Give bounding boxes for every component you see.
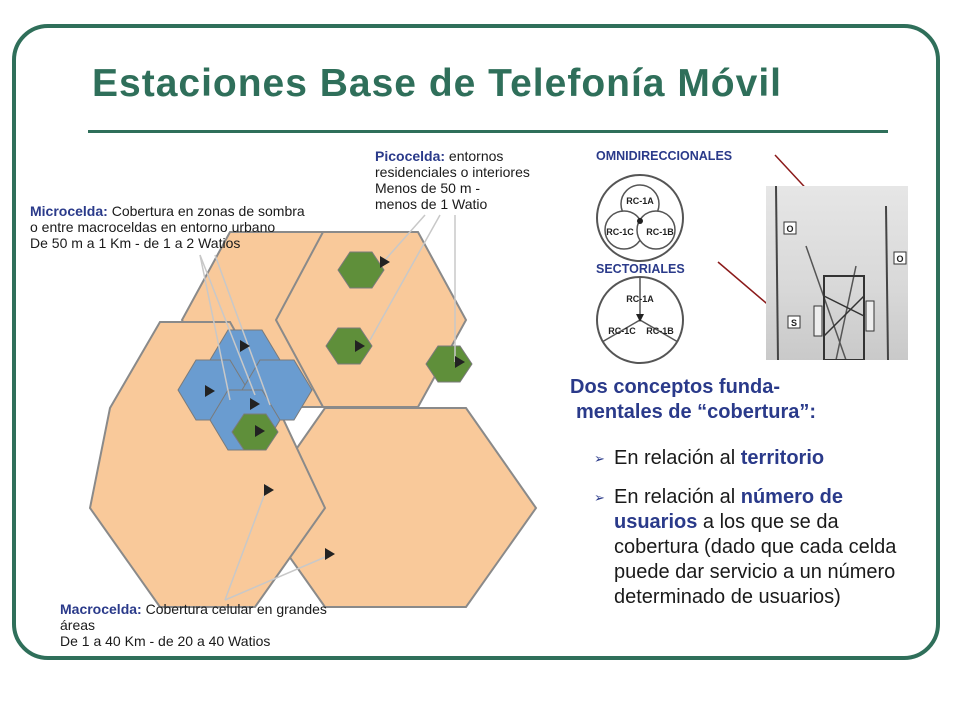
concept-bullet-territory bbox=[592, 446, 912, 471]
omni-cell-label-a: RC-1A bbox=[626, 196, 654, 206]
macro-line-3: De 1 a 40 Km - de 20 a 40 Watios bbox=[60, 633, 271, 649]
photo-mark-o-1: O bbox=[786, 224, 794, 234]
pico-term: Picocelda: bbox=[375, 148, 446, 164]
macro-line-2: áreas bbox=[60, 617, 96, 633]
pico-line-1: entornos bbox=[448, 148, 504, 164]
photo-mark-s: S bbox=[790, 318, 798, 328]
micro-line-2: o entre macroceldas en entorno urbano bbox=[30, 219, 276, 235]
sector-antenna-diagram bbox=[597, 277, 683, 363]
antenna-tower-drawing bbox=[766, 186, 908, 360]
bullet2-rest: a los que se da cobertura (dado que cada celda puede dar servicio a un número determinado de usuarios) bbox=[614, 511, 897, 608]
sector-cell-label-a: RC-1A bbox=[626, 294, 654, 304]
bullet2-highlight-2: usuarios bbox=[614, 511, 698, 533]
concepts-heading-line-2: mentales de “cobertura”: bbox=[576, 401, 817, 423]
sector-label: SECTORIALES bbox=[596, 262, 685, 276]
macro-line-1: Cobertura celular en grandes bbox=[145, 601, 327, 617]
micro-caption bbox=[30, 203, 305, 251]
sector-cell-label-c: RC-1C bbox=[608, 326, 636, 336]
antenna-tower-photo bbox=[766, 186, 908, 360]
omni-cell-label-b: RC-1B bbox=[646, 227, 674, 237]
bullet2-highlight-1: número de bbox=[740, 486, 843, 508]
micro-line-3: De 50 m a 1 Km - de 1 a 2 Watios bbox=[30, 235, 241, 251]
omni-label: OMNIDIRECCIONALES bbox=[596, 149, 733, 163]
bullet1-prefix: En relación al bbox=[614, 447, 741, 469]
pico-line-4: menos de 1 Watio bbox=[375, 196, 488, 212]
photo-mark-o-2: O bbox=[896, 254, 904, 264]
macro-caption bbox=[60, 601, 327, 649]
omni-antenna-diagram bbox=[597, 175, 683, 261]
concepts-list bbox=[592, 446, 912, 610]
omni-cell-label-c: RC-1C bbox=[606, 227, 634, 237]
pico-line-2: residenciales o interiores bbox=[375, 164, 530, 180]
bullet2-prefix: En relación al bbox=[614, 486, 741, 508]
bullet-arrow-icon: ➢ bbox=[594, 451, 605, 466]
concepts-heading bbox=[560, 375, 880, 425]
macro-term: Macrocelda: bbox=[60, 601, 142, 617]
concepts-heading-line-1: Dos conceptos funda- bbox=[570, 376, 781, 398]
pico-caption bbox=[375, 148, 530, 212]
micro-line-1: Cobertura en zonas de sombra bbox=[111, 203, 305, 219]
bullet1-highlight: territorio bbox=[740, 447, 825, 469]
concept-bullet-users bbox=[592, 485, 912, 610]
micro-term: Microcelda: bbox=[30, 203, 108, 219]
sector-cell-label-b: RC-1B bbox=[646, 326, 674, 336]
bullet-arrow-icon: ➢ bbox=[594, 490, 605, 505]
pico-line-3: Menos de 50 m - bbox=[375, 180, 481, 196]
slide-title: Estaciones Base de Telefonía Móvil bbox=[92, 62, 782, 105]
